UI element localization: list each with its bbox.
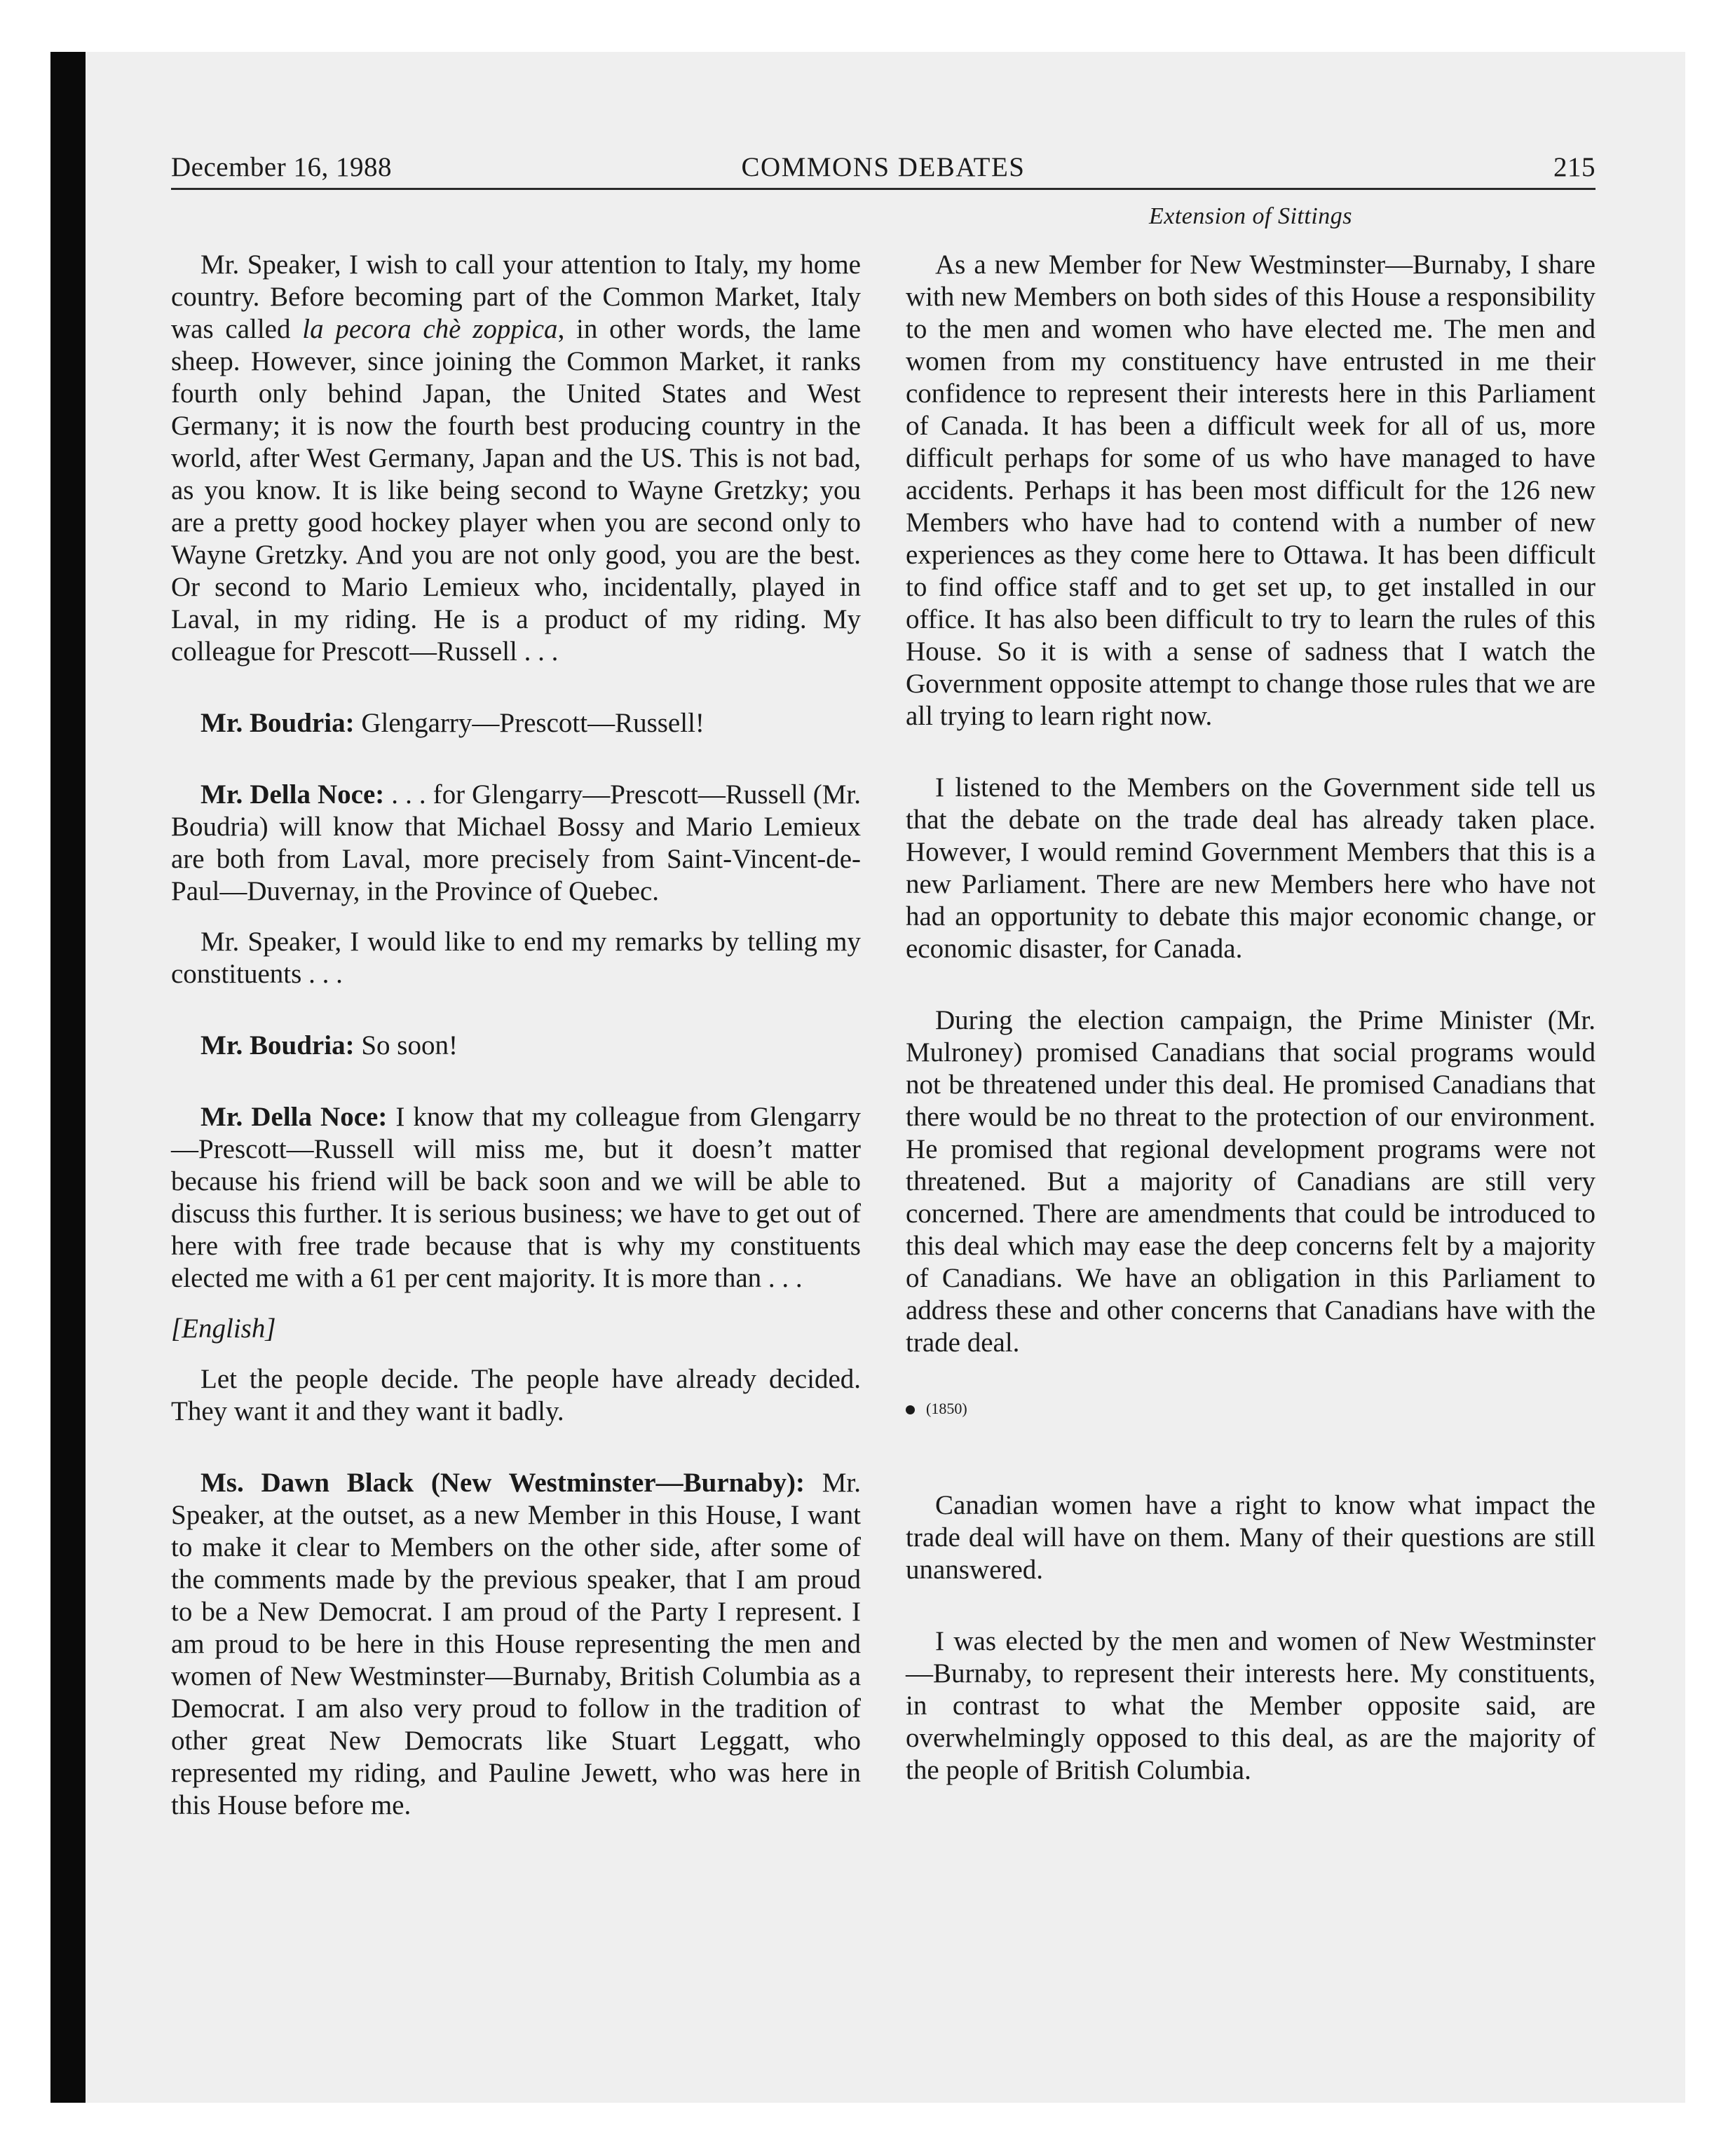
speech-text: . . . for Glengarry—Prescott—Russell (Mr. Boudria) will know that Michael Bossy and Mario Lemieux are both from Laval, more precisely from Saint-Vincent-de-Paul—Duvernay, in the Province of Quebec.	[171, 779, 861, 906]
binding-edge	[50, 52, 86, 2103]
speech-text: Mr. Speaker, at the outset, as a new Member in this House, I want to make it clear to Members on the other side, after some of the comments made by the previous speaker, that I am proud to be a New Democrat. I am proud of the Party I represent. I am proud to be here in this House representing the men and women of New Westminster—Burnaby, British Columbia as a Democrat. I am also very proud to follow in the tradition of other great New Democrats like Stuart Leggatt, who represented my riding, and Pauline Jewett, who was here in this House before me.	[171, 1468, 862, 1820]
speech-text: So soon!	[354, 1030, 458, 1060]
speaker-name: Ms. Dawn Black (New Westminster—Burnaby):	[200, 1468, 805, 1498]
paragraph: As a new Member for New Westminster—Burnaby, I share with new Members on both sides of this House a responsibility to the men and women who have elected me. The men and women from my constituency have entrusted in me their confidence to represent their interests here in this Parliament of Canada. It has been a difficult week for all of us, more difficult perhaps for some of us who have managed to have accidents. Perhaps it has been most difficult for the 126 new Members who have had to contend with a number of new experiences as they come here to Ottawa. It has been difficult to find office staff and to get set up, to get installed in our office. It has also been difficult to try to learn the rules of this House. So it is with a sense of sadness that I watch the Government opposite attempt to change those rules that we are all trying to learn right now.	[906, 250, 1595, 731]
left-column	[171, 249, 861, 1840]
speech-paragraph	[171, 1030, 861, 1062]
speaker-name: Mr. Boudria:	[200, 708, 355, 738]
page-header	[171, 149, 1595, 191]
italian-phrase: la pecora chè zoppica	[302, 314, 558, 344]
speech-text: I know that my colleague from Glengarry—Prescott—Russell will miss me, but it doesn’t matter because his friend will be back soon and we will be able to discuss this further. It is serious business; we have to get out of here with free trade because that is why my constituents elected me with a 61 per cent majority. It is more than . . .	[171, 1102, 861, 1293]
time-marker-text: (1850)	[926, 1400, 967, 1417]
speech-paragraph	[171, 1101, 861, 1295]
right-column	[906, 249, 1595, 1805]
language-note: [English]	[171, 1314, 276, 1344]
speaker-name: Mr. Della Noce:	[200, 1102, 388, 1132]
paragraph: During the election campaign, the Prime Minister (Mr. Mulroney) promised Canadians that social programs would not be threatened under this deal. He promised Canadians that there would be no threat to the protection of our environment. He promised that regional development programs were not threatened. But a majority of Canadians are still very concerned. There are amendments that could be introduced to this deal which may ease the deep concerns felt by a majority of Canadians. We have an obligation in this Parliament to address these and other concerns that Canadians have with the trade deal.	[906, 1005, 1595, 1358]
paragraph-text: Mr. Speaker, I wish to call your attention to Italy, my home country. Before becoming part of the Common Market, Italy was called	[171, 250, 861, 344]
paragraph: Canadian women have a right to know what impact the trade deal will have on them. Many of their questions are still unanswered.	[906, 1490, 1595, 1585]
header-rule	[171, 188, 1595, 190]
speech-paragraph	[171, 707, 861, 739]
speech-text: Glengarry—Prescott—Russell!	[354, 708, 705, 738]
header-date: December 16, 1988	[171, 152, 392, 182]
paragraph: Mr. Speaker, I would like to end my remarks by telling my constituents . . .	[171, 927, 861, 989]
page-number: 215	[1553, 152, 1595, 182]
paragraph: I was elected by the men and women of New Westminster—Burnaby, to represent their interests here. My constituents, in contrast to what the Member opposite said, are overwhelmingly opposed to this deal, as are the majority of the people of British Columbia.	[906, 1626, 1595, 1785]
header-title: COMMONS DEBATES	[741, 152, 1026, 182]
paragraph: Let the people decide. The people have already decided. They want it and they want it badly.	[171, 1364, 861, 1426]
speaker-name: Mr. Della Noce:	[200, 779, 385, 810]
time-marker	[906, 1398, 1595, 1419]
speaker-name: Mr. Boudria:	[200, 1030, 355, 1060]
bullet-icon	[906, 1405, 915, 1414]
speech-paragraph	[171, 779, 861, 908]
paragraph-text: , in other words, the lame sheep. However, since joining the Common Market, it ranks fourth only behind Japan, the United States and West Germany; it is now the fourth best producing country in the world, after West Germany, Japan and the US. This is not bad, as you know. It is like being second to Wayne Gretzky; you are a pretty good hockey player when you are second only to Wayne Gretzky. And you are not only good, you are the best. Or second to Mario Lemieux who, incidentally, played in Laval, in my riding. He is a product of my riding. My colleague for Prescott—Russell . . .	[171, 314, 862, 667]
paragraph: I listened to the Members on the Government side tell us that the debate on the trade deal has already taken place. However, I would remind Government Members that this is a new Parliament. There are new Members here who have not had an opportunity to debate this major economic change, or economic disaster, for Canada.	[906, 772, 1595, 964]
section-title: Extension of Sittings	[1148, 203, 1353, 229]
speech-paragraph	[171, 1467, 861, 1822]
paragraph	[171, 249, 861, 668]
